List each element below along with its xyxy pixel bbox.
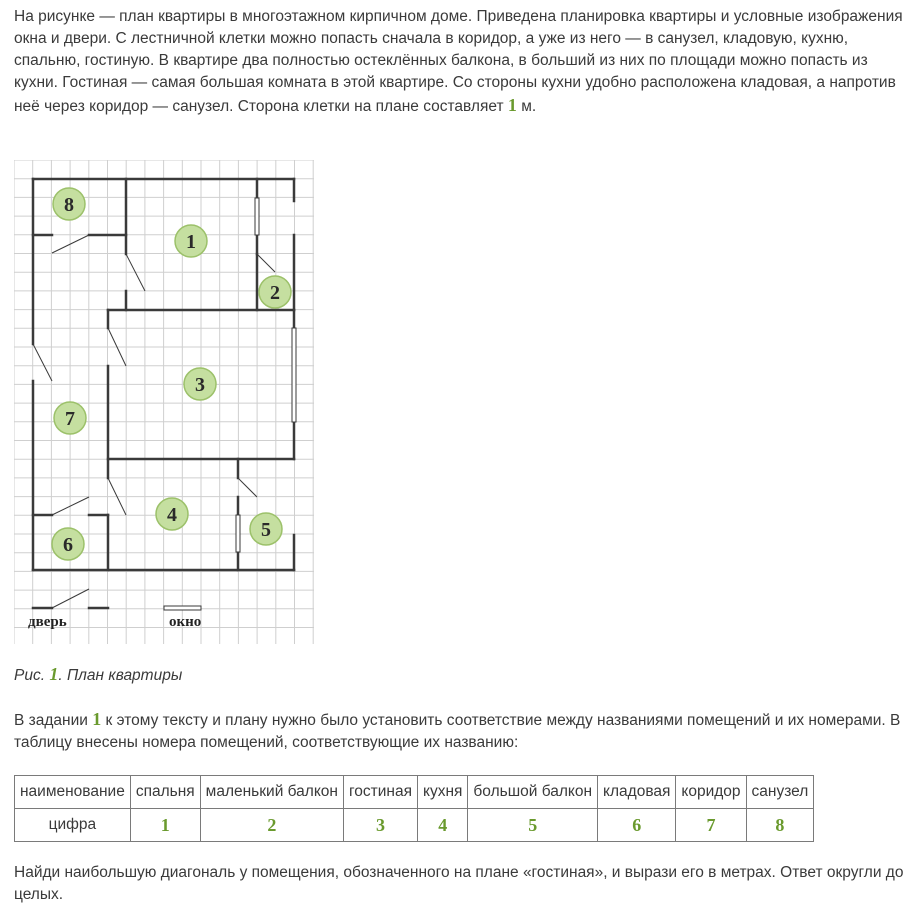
apartment-plan xyxy=(14,160,314,644)
room-number-3: 3 xyxy=(195,374,205,396)
caption-prefix: Рис. xyxy=(14,667,46,684)
question-paragraph: Найди наибольшую диагональ у помещения, обозначенного на плане «гостиная», и вырази его в метрах. Ответ округли до целых. xyxy=(14,864,904,903)
room-number-6: 6 xyxy=(63,534,73,556)
header-cell: спальня xyxy=(130,776,200,809)
digit-cell: 6 xyxy=(598,809,676,842)
intro-text: На рисунке — план квартиры в многоэтажном кирпичном доме. Приведена планировка квартиры и условные изображения окна и двери. С лестничной клетки можно попасть сначала в коридор, а уже из него — в санузел, кладовую, кухню, спальню, гостиную. В квартире два полностью остеклённых балкона, в больший из них по площади можно попасть из кухни. Гостиная — самая большая комната в этой квартире. Со стороны кухни удобно расположена кладовая, а напротив неё через коридор — санузел. Сторона клетки на плане составляет xyxy=(14,8,903,115)
digit-cell: 5 xyxy=(468,809,598,842)
digit-cell: 2 xyxy=(200,809,343,842)
caption-number: 1 xyxy=(49,664,59,684)
intro-text-end: м. xyxy=(521,98,537,115)
room-number-4: 4 xyxy=(167,504,177,526)
caption-title: . План квартиры xyxy=(58,667,183,684)
header-cell: санузел xyxy=(746,776,814,809)
room-number-8: 8 xyxy=(64,194,74,216)
header-label-cell: наименование xyxy=(15,776,131,809)
header-cell: маленький балкон xyxy=(200,776,343,809)
legend-door-label: дверь xyxy=(28,614,67,630)
task-text-start: В задании xyxy=(14,712,88,729)
row-label-cell: цифра xyxy=(15,809,131,842)
figure-caption xyxy=(14,664,182,685)
room-badges xyxy=(52,188,291,560)
room-number-1: 1 xyxy=(186,231,196,253)
table-digit-row xyxy=(15,809,814,842)
header-cell: кладовая xyxy=(598,776,676,809)
intro-paragraph xyxy=(14,6,904,118)
digit-cell: 8 xyxy=(746,809,814,842)
room-number-5: 5 xyxy=(261,519,271,541)
task-number: 1 xyxy=(92,709,102,729)
room-number-2: 2 xyxy=(270,282,280,304)
task-paragraph xyxy=(14,708,904,754)
digit-cell: 4 xyxy=(418,809,468,842)
plan-grid xyxy=(14,160,314,644)
rooms-table xyxy=(14,775,814,842)
legend-window-label: окно xyxy=(169,614,202,630)
cell-size-number: 1 xyxy=(507,95,517,115)
digit-cell: 7 xyxy=(676,809,746,842)
digit-cell: 3 xyxy=(343,809,417,842)
header-cell: кухня xyxy=(418,776,468,809)
header-cell: коридор xyxy=(676,776,746,809)
table-header-row xyxy=(15,776,814,809)
digit-cell: 1 xyxy=(130,809,200,842)
header-cell: большой балкон xyxy=(468,776,598,809)
room-number-7: 7 xyxy=(65,408,75,430)
task-text-end: к этому тексту и плану нужно было установить соответствие между названиями помещений и их номерами. В таблицу внесены номера помещений, соответствующие их названию: xyxy=(14,712,901,751)
header-cell: гостиная xyxy=(343,776,417,809)
